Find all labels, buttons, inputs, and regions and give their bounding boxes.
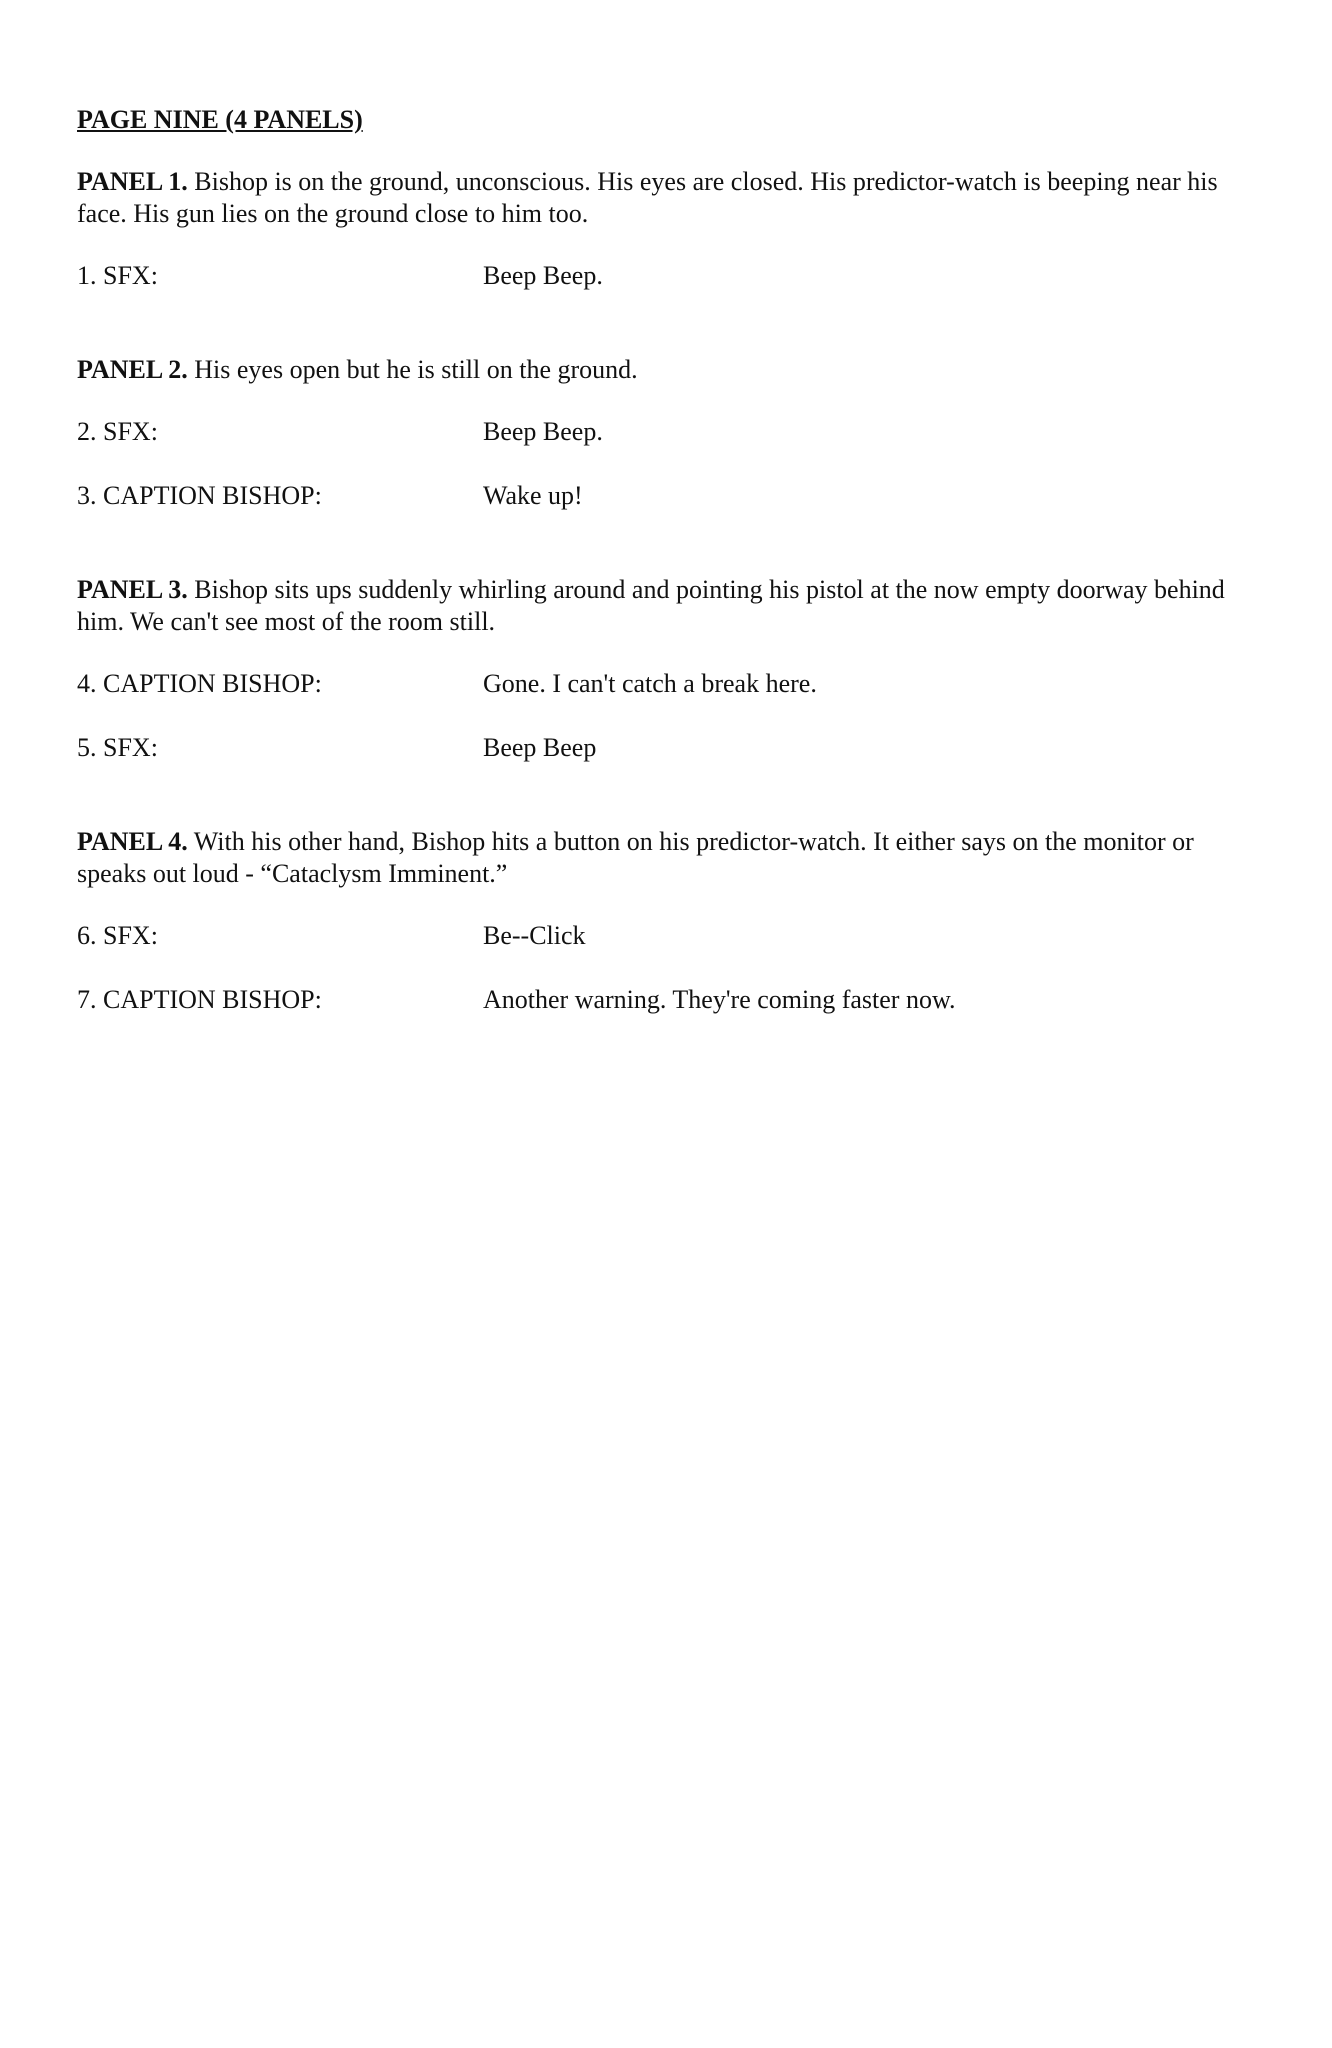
line-speaker: 1. SFX: xyxy=(77,261,158,290)
panel-description-text: Bishop is on the ground, unconscious. His eyes are closed. His predictor-watch is beeping near his face. His gun lies on the ground close to him too. xyxy=(77,167,1218,228)
panel-label: PANEL 2. xyxy=(77,355,188,384)
panel-3 xyxy=(77,574,1257,764)
line-speaker: 5. SFX: xyxy=(77,733,158,762)
line-text: Wake up! xyxy=(483,481,583,510)
panel-label: PANEL 3. xyxy=(77,575,188,604)
line-speaker: 7. CAPTION BISHOP: xyxy=(77,985,322,1014)
panel-description-text: His eyes open but he is still on the ground. xyxy=(194,355,638,384)
script-line xyxy=(77,668,1257,700)
panel-description xyxy=(77,826,1257,890)
panel-description-text: With his other hand, Bishop hits a button on his predictor-watch. It either says on the monitor or speaks out loud - “Cataclysm Imminent.” xyxy=(77,827,1194,888)
panel-description xyxy=(77,354,1257,386)
script-line xyxy=(77,416,1257,448)
panel-label: PANEL 1. xyxy=(77,167,188,196)
line-text: Beep Beep. xyxy=(483,417,603,446)
panel-description xyxy=(77,574,1257,638)
line-text: Gone. I can't catch a break here. xyxy=(483,669,817,698)
panel-description-text: Bishop sits ups suddenly whirling around and pointing his pistol at the now empty doorway behind him. We can't see most of the room still. xyxy=(77,575,1225,636)
script-line xyxy=(77,920,1257,952)
script-line xyxy=(77,984,1257,1016)
panel-2 xyxy=(77,354,1257,512)
line-speaker: 3. CAPTION BISHOP: xyxy=(77,481,322,510)
panel-1 xyxy=(77,166,1257,292)
script-line xyxy=(77,480,1257,512)
line-speaker: 2. SFX: xyxy=(77,417,158,446)
line-text: Beep Beep. xyxy=(483,261,603,290)
script-line xyxy=(77,260,1257,292)
line-text: Another warning. They're coming faster now. xyxy=(483,985,956,1014)
line-text: Be--Click xyxy=(483,921,586,950)
page-title: PAGE NINE (4 PANELS) xyxy=(77,105,363,134)
script-page xyxy=(77,104,1257,1078)
script-line xyxy=(77,732,1257,764)
line-text: Beep Beep xyxy=(483,733,597,762)
line-speaker: 6. SFX: xyxy=(77,921,158,950)
line-speaker: 4. CAPTION BISHOP: xyxy=(77,669,322,698)
panel-description xyxy=(77,166,1257,230)
panel-4 xyxy=(77,826,1257,1016)
panel-label: PANEL 4. xyxy=(77,827,188,856)
